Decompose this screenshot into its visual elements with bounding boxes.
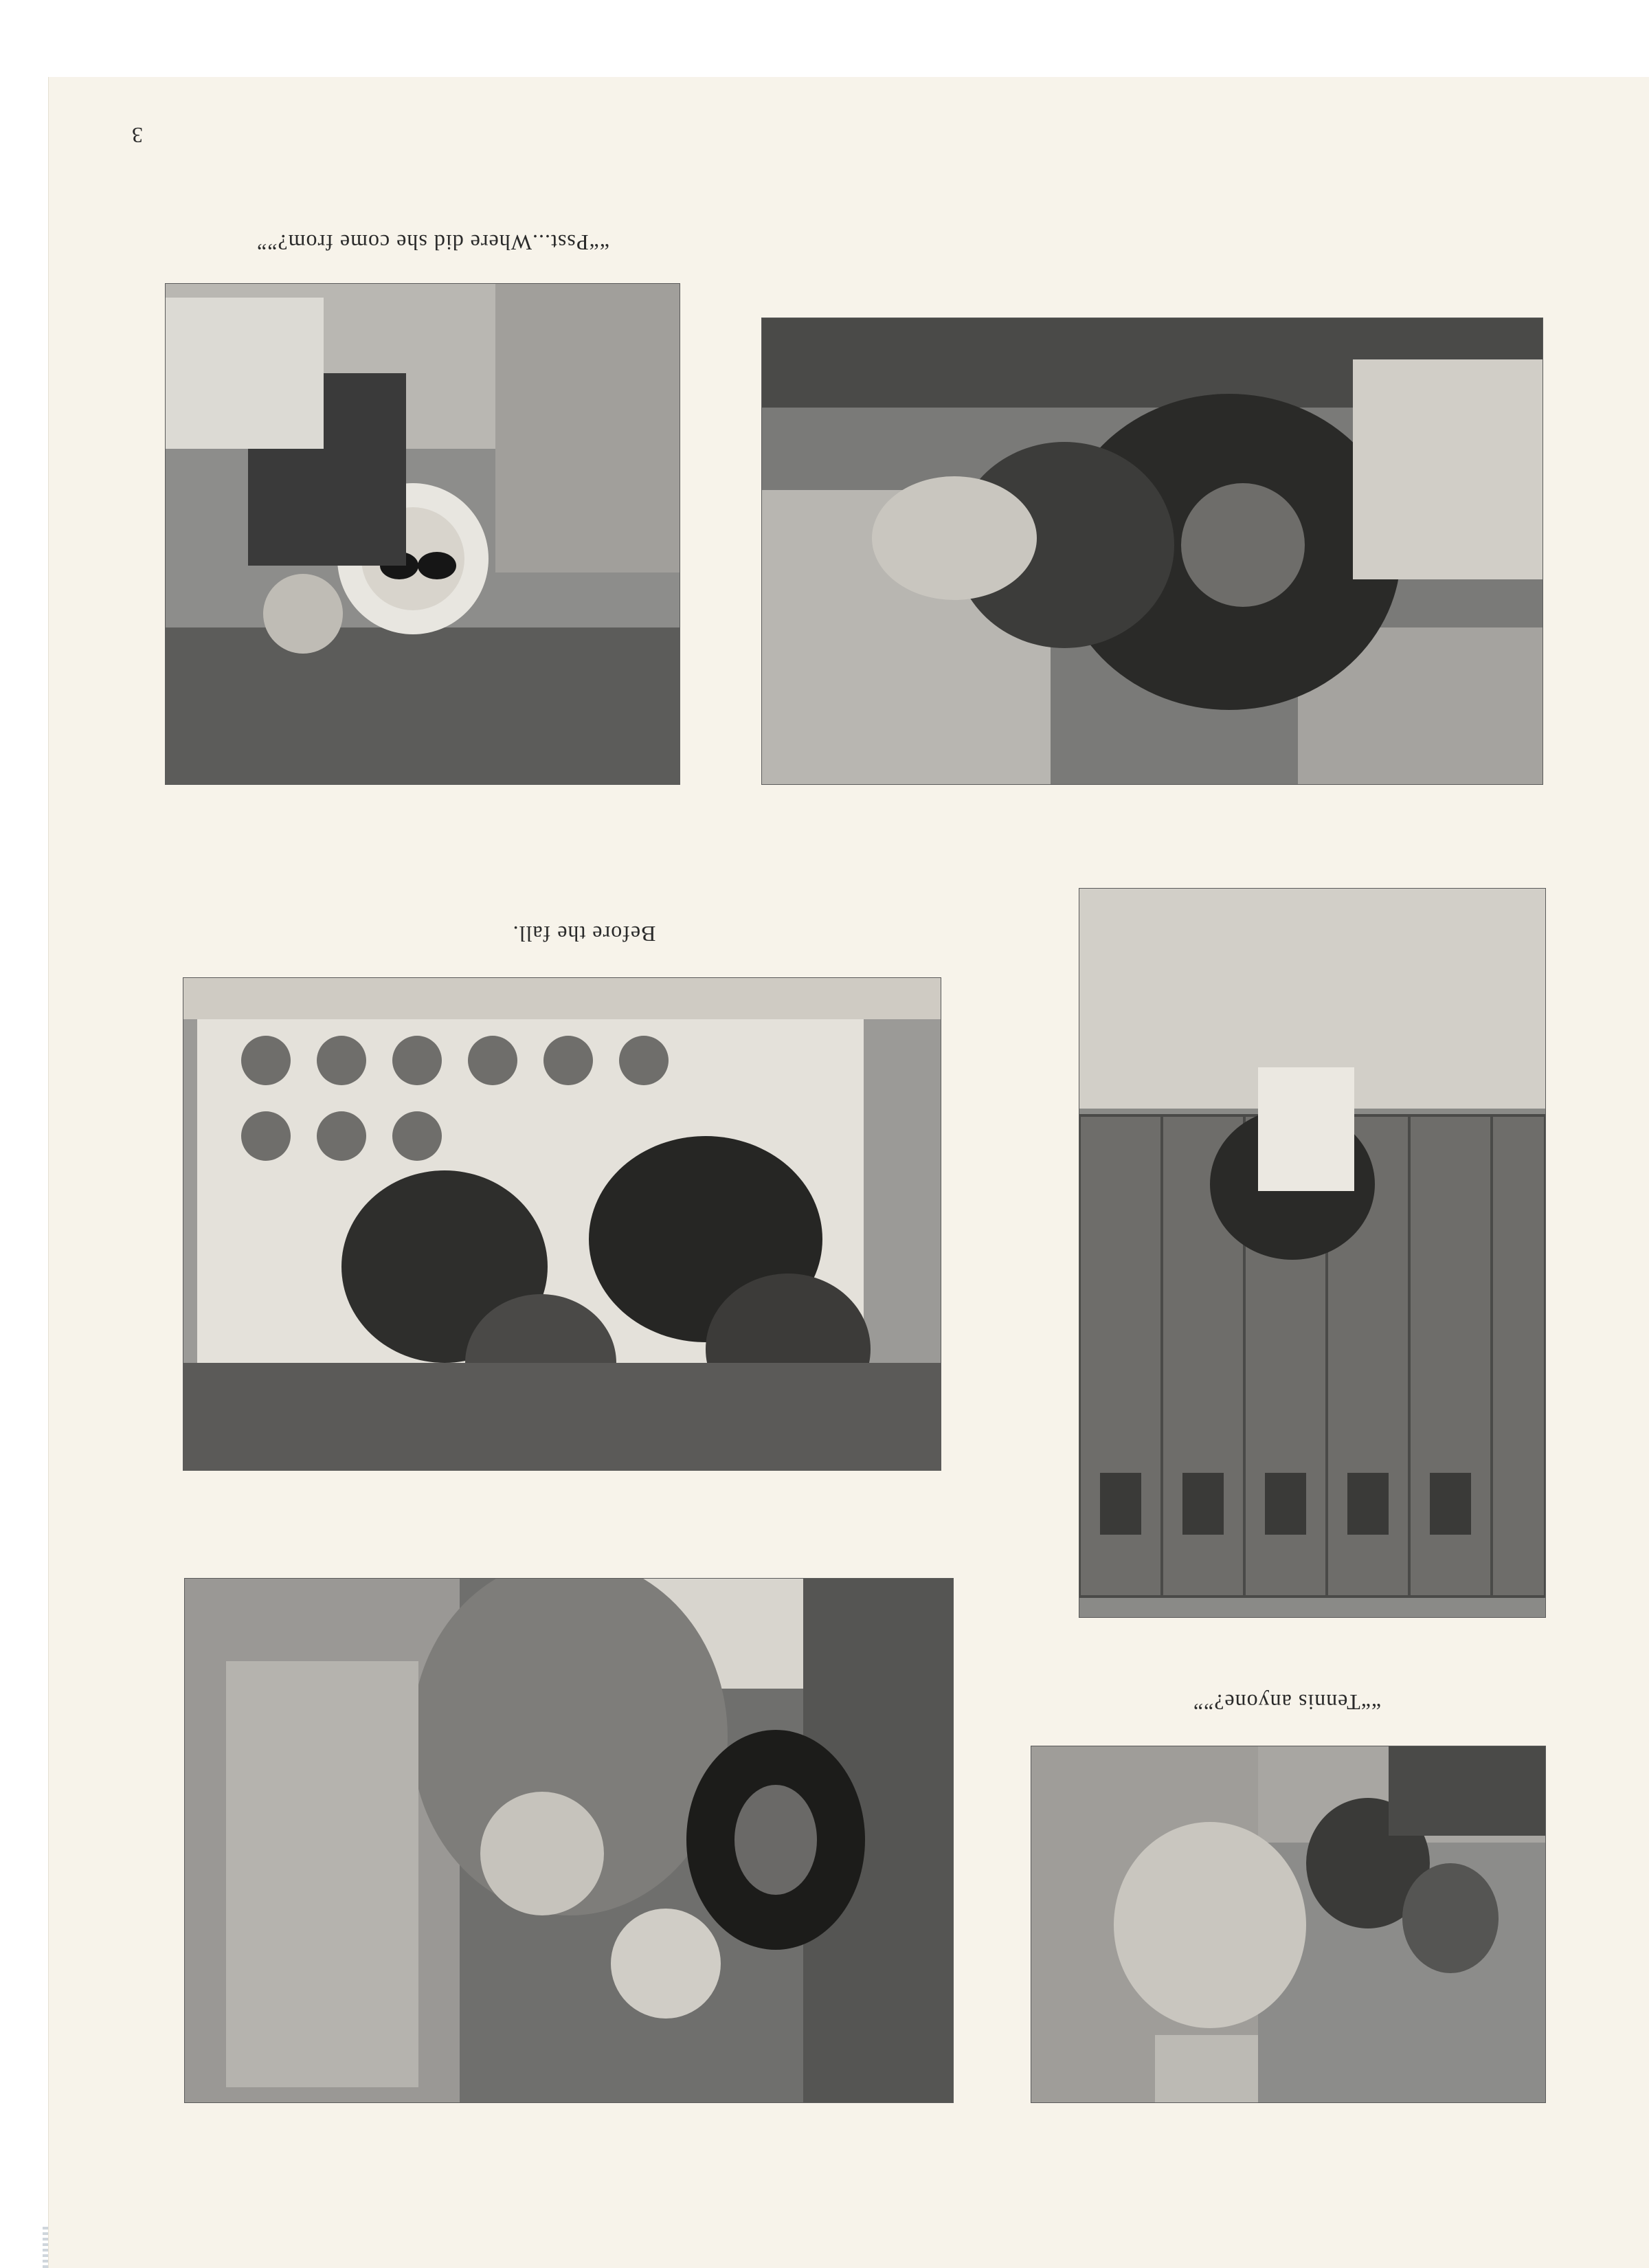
caption-tennis-anyone: ““Tennis anyone?”” bbox=[1192, 1690, 1382, 1715]
page-number: 3 bbox=[132, 123, 143, 148]
photo-girl-by-lockers bbox=[1079, 888, 1546, 1618]
photo-twister-game bbox=[183, 977, 941, 1471]
photo-students-inner-tube bbox=[184, 1578, 954, 2103]
photo-boys-classroom bbox=[1031, 1746, 1546, 2103]
caption-psst: ““Psst...Where did she come from?”” bbox=[256, 230, 609, 255]
photo-two-students-sunglasses bbox=[165, 283, 680, 785]
scan-edge-marks bbox=[43, 2227, 48, 2268]
caption-before-the-fall: Before the fall. bbox=[512, 922, 656, 946]
photo-girl-in-hat bbox=[761, 318, 1543, 785]
